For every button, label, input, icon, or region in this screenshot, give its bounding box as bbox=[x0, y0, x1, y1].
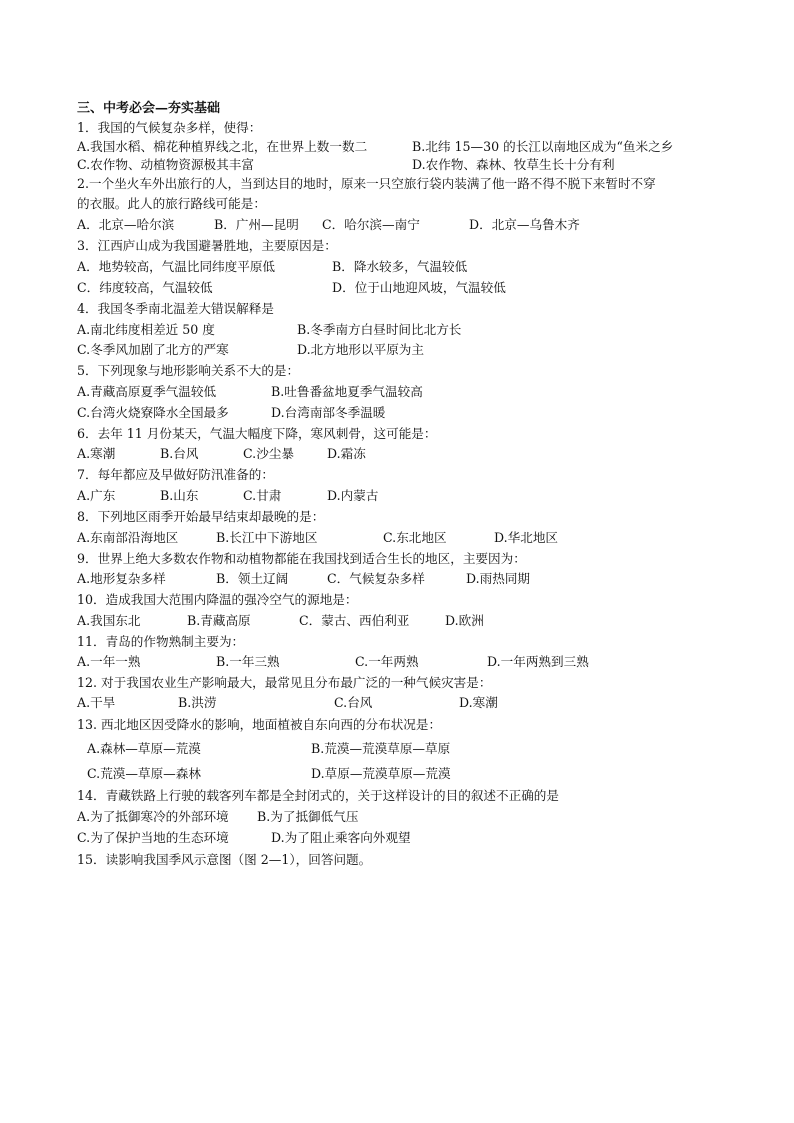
question-1-option-d: D.农作物、森林、牧草生长十分有利 bbox=[412, 157, 615, 172]
question-5-option-c: C.台湾火烧寮降水全国最多 bbox=[77, 405, 229, 420]
question-1-option-c: C.农作物、动植物资源极其丰富 bbox=[77, 157, 254, 172]
question-6-stem: 6．去年 11 月份某天，气温大幅度下降，寒风刺骨，这可能是： bbox=[77, 426, 437, 441]
question-7-stem: 7．每年都应及早做好防汛准备的： bbox=[77, 467, 274, 482]
question-10-stem: 10．造成我国大范围内降温的强冷空气的源地是： bbox=[77, 592, 358, 607]
question-12-option-d: D.寒潮 bbox=[459, 695, 498, 710]
question-9-option-a: A.地形复杂多样 bbox=[77, 571, 166, 586]
question-14-stem: 14．青藏铁路上行驶的载客列车都是全封闭式的，关于这样设计的目的叙述不正确的是 bbox=[77, 788, 559, 803]
question-13-option-d: D.草原—荒漠草原—荒漠 bbox=[311, 766, 451, 781]
question-10-option-b: B.青藏高原 bbox=[187, 613, 251, 628]
question-8-option-c: C.东北地区 bbox=[383, 530, 447, 545]
question-11-stem: 11．青岛的作物熟制主要为： bbox=[77, 634, 245, 649]
question-8-option-b: B.长江中下游地区 bbox=[216, 530, 318, 545]
question-1-option-b: B.北纬 15—30 的长江以南地区成为“鱼米之乡 bbox=[412, 139, 674, 154]
question-3-option-a: A．地势较高，气温比同纬度平原低 bbox=[77, 259, 276, 274]
question-7-option-c: C.甘肃 bbox=[243, 488, 282, 503]
question-10-option-c: C．蒙古、西伯利亚 bbox=[299, 613, 410, 628]
question-14-option-a: A.为了抵御寒冷的外部环境 bbox=[77, 809, 229, 824]
question-14-option-b: B.为了抵御低气压 bbox=[257, 809, 359, 824]
question-4-stem: 4．我国冬季南北温差大错误解释是 bbox=[77, 301, 274, 316]
question-2-stem: 2.一个坐火车外出旅行的人，当到达目的地时，原来一只空旅行袋内装满了他一路不得不脱下来暂时不穿 bbox=[77, 176, 656, 191]
question-6-option-b: B.台风 bbox=[160, 446, 199, 461]
question-9-option-b: B．领土辽阔 bbox=[216, 571, 289, 586]
question-8-stem: 8．下列地区雨季开始最早结束却最晚的是： bbox=[77, 509, 325, 524]
question-13-option-a: A.森林—草原—荒漠 bbox=[87, 741, 201, 756]
question-7-option-a: A.广东 bbox=[77, 488, 116, 503]
question-1-stem: 1．我国的气候复杂多样，使得： bbox=[77, 120, 262, 135]
question-6-option-d: D.霜冻 bbox=[327, 446, 366, 461]
question-11-option-a: A.一年一熟 bbox=[77, 654, 141, 669]
section-title: 三、中考必会—夯实基础 bbox=[77, 101, 221, 116]
question-4-option-c: C.冬季风加剧了北方的严寒 bbox=[77, 342, 229, 357]
question-14-option-c: C.为了保护当地的生态环境 bbox=[77, 830, 229, 845]
question-3-option-c: C．纬度较高，气温较低 bbox=[77, 280, 213, 295]
question-9-option-c: C．气候复杂多样 bbox=[327, 571, 425, 586]
question-2-option-d: D．北京—乌鲁木齐 bbox=[469, 217, 580, 232]
question-3-option-b: B．降水较多，气温较低 bbox=[332, 259, 468, 274]
question-8-option-a: A.东南部沿海地区 bbox=[77, 530, 179, 545]
question-11-option-d: D.一年两熟到三熟 bbox=[487, 654, 589, 669]
question-6-option-c: C.沙尘暴 bbox=[243, 446, 294, 461]
question-7-option-b: B.山东 bbox=[160, 488, 199, 503]
question-2-option-a: A．北京—哈尔滨 bbox=[77, 217, 175, 232]
question-3-stem: 3．江西庐山成为我国避暑胜地，主要原因是： bbox=[77, 238, 337, 253]
question-6-option-a: A.寒潮 bbox=[77, 446, 116, 461]
question-5-option-a: A.青藏高原夏季气温较低 bbox=[77, 384, 217, 399]
question-5-stem: 5．下列现象与地形影响关系不大的是： bbox=[77, 363, 300, 378]
question-7-option-d: D.内蒙古 bbox=[327, 488, 379, 503]
question-4-option-b: B.冬季南方白昼时间比北方长 bbox=[297, 322, 462, 337]
question-10-option-d: D.欧洲 bbox=[445, 613, 484, 628]
question-15-stem: 15．读影响我国季风示意图（图 2—1），回答问题。 bbox=[77, 852, 372, 867]
question-10-option-a: A.我国东北 bbox=[77, 613, 141, 628]
question-1-option-a: A.我国水稻、棉花种植界线之北，在世界上数一数二 bbox=[77, 139, 368, 154]
question-12-option-c: C.台风 bbox=[334, 695, 373, 710]
question-9-option-d: D.雨热同期 bbox=[466, 571, 531, 586]
question-12-option-a: A.干旱 bbox=[77, 695, 116, 710]
question-3-option-d: D．位于山地迎风坡，气温较低 bbox=[332, 280, 506, 295]
question-5-option-b: B.吐鲁番盆地夏季气温较高 bbox=[271, 384, 423, 399]
question-13-option-c: C.荒漠—草原—森林 bbox=[87, 766, 201, 781]
question-13-option-b: B.荒漠—荒漠草原—草原 bbox=[311, 741, 451, 756]
question-2-option-c: C．哈尔滨—南宁 bbox=[322, 217, 420, 232]
question-14-option-d: D.为了阻止乘客向外观望 bbox=[271, 830, 411, 845]
question-11-option-b: B.一年三熟 bbox=[216, 654, 280, 669]
question-2-option-b: B．广州—昆明 bbox=[214, 217, 299, 232]
question-2-stem-cont: 的衣服。此人的旅行路线可能是： bbox=[77, 196, 266, 211]
question-13-stem: 13. 西北地区因受降水的影响，地面植被自东向西的分布状况是： bbox=[77, 717, 442, 732]
question-12-stem: 12. 对于我国农业生产影响最大，最常见且分布最广泛的一种气候灾害是： bbox=[77, 675, 492, 690]
question-4-option-d: D.北方地形以平原为主 bbox=[297, 342, 424, 357]
question-5-option-d: D.台湾南部冬季温暖 bbox=[271, 405, 386, 420]
question-4-option-a: A.南北纬度相差近 50 度 bbox=[77, 322, 215, 337]
question-9-stem: 9．世界上绝大多数农作物和动植物都能在我国找到适合生长的地区，主要因为： bbox=[77, 551, 526, 566]
question-8-option-d: D.华北地区 bbox=[494, 530, 559, 545]
question-12-option-b: B.洪涝 bbox=[178, 695, 217, 710]
question-11-option-c: C.一年两熟 bbox=[355, 654, 419, 669]
